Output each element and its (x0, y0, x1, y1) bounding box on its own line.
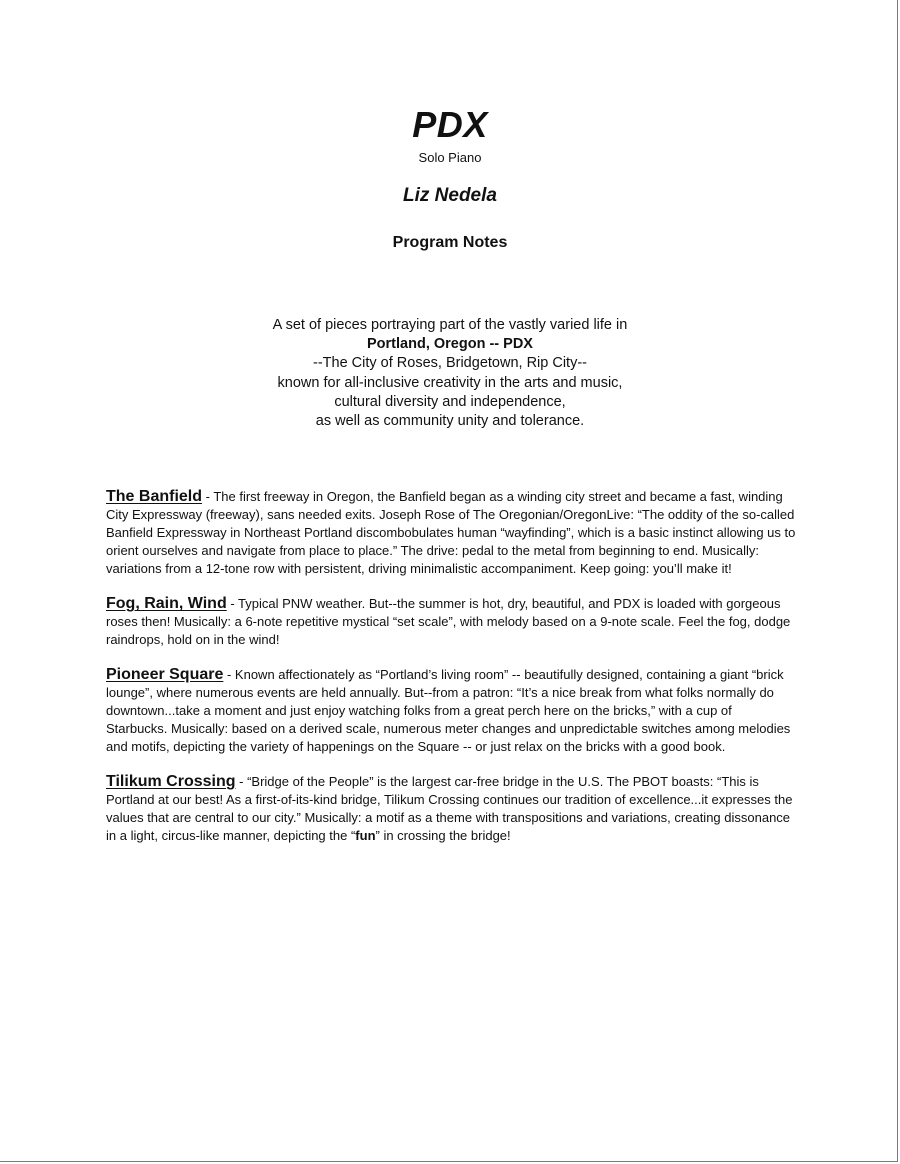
intro-line-location: Portland, Oregon -- PDX (367, 336, 533, 353)
piece-note-pioneer-square (106, 666, 796, 756)
emphasis-text: fun (355, 828, 376, 843)
intro-line: A set of pieces portraying part of the vastly varied life in (272, 317, 628, 333)
piece-title: Tilikum Crossing (106, 773, 236, 790)
piece-description: - The first freeway in Oregon, the Banfield began as a winding city street and became a fast, winding City Expressway (freeway), sans needed exits. Joseph Rose of The Oregonian/OregonLive: “The oddity of the so-called Banfield Expressway in Northeast Portland discombobulates human “wayfinding”, which is a basic instinct allowing us to orient ourselves and navigate from place to place.” The drive: pedal to the metal from beginning to end. Musically: variations from a 12-tone row with persistent, driving minimalistic accompaniment. Keep going: you’ll make it! (106, 489, 796, 576)
piece-description: - Typical PNW weather. But--the summer is hot, dry, beautiful, and PDX is loaded with gorgeous roses then! Musically: a 6-note repetitive mystical “set scale”, with melody based on a 9-note scale. Feel the fog, dodge raindrops, hold on in the wind! (106, 596, 791, 647)
piece-notes-list (106, 488, 796, 862)
piece-title: Pioneer Square (106, 666, 224, 683)
program-notes-heading: Program Notes (392, 234, 508, 251)
intro-line: as well as community unity and tolerance. (315, 413, 585, 430)
piece-note-banfield (106, 488, 796, 578)
piece-note-fog-rain-wind (106, 595, 796, 649)
instrumentation-subtitle: Solo Piano (418, 150, 482, 165)
intro-paragraph (0, 316, 900, 431)
composer-name: Liz Nedela (403, 185, 497, 206)
piece-title: Fog, Rain, Wind (106, 595, 227, 612)
intro-line: cultural diversity and independence, (334, 393, 566, 410)
piece-description-end: ” in crossing the bridge! (375, 828, 511, 843)
piece-description: - Known affectionately as “Portland’s living room” -- beautifully designed, containing a giant “brick lounge”, where numerous events are held annually. But--from a patron: “It’s a nice break from what folks normally do downtown...take a moment and just enjoy watching folks from a great perch here on the bricks,” with a cup of Starbucks. Musically: based on a derived scale, numerous meter changes and unpredictable switches among melodies and motifs, depicting the variety of happenings on the Square -- or just relax on the bricks with a good book. (106, 667, 791, 754)
piece-note-tilikum-crossing (106, 773, 796, 845)
piece-description: - “Bridge of the People” is the largest car-free bridge in the U.S. The PBOT boasts: “This is Portland at our best! As a first-of-its-kind bridge, Tilikum Crossing continues our tradition of excellence...it expresses the values that are central to our city.” Musically: a motif as a theme with transpositions and variations, creating dissonance in a light, circus-like manner, depicting the “ (106, 774, 793, 843)
piece-title: The Banfield (106, 488, 203, 505)
intro-line: known for all-inclusive creativity in the arts and music, (277, 374, 623, 391)
intro-line: --The City of Roses, Bridgetown, Rip City-- (313, 355, 587, 372)
page-title: PDX (412, 104, 488, 145)
